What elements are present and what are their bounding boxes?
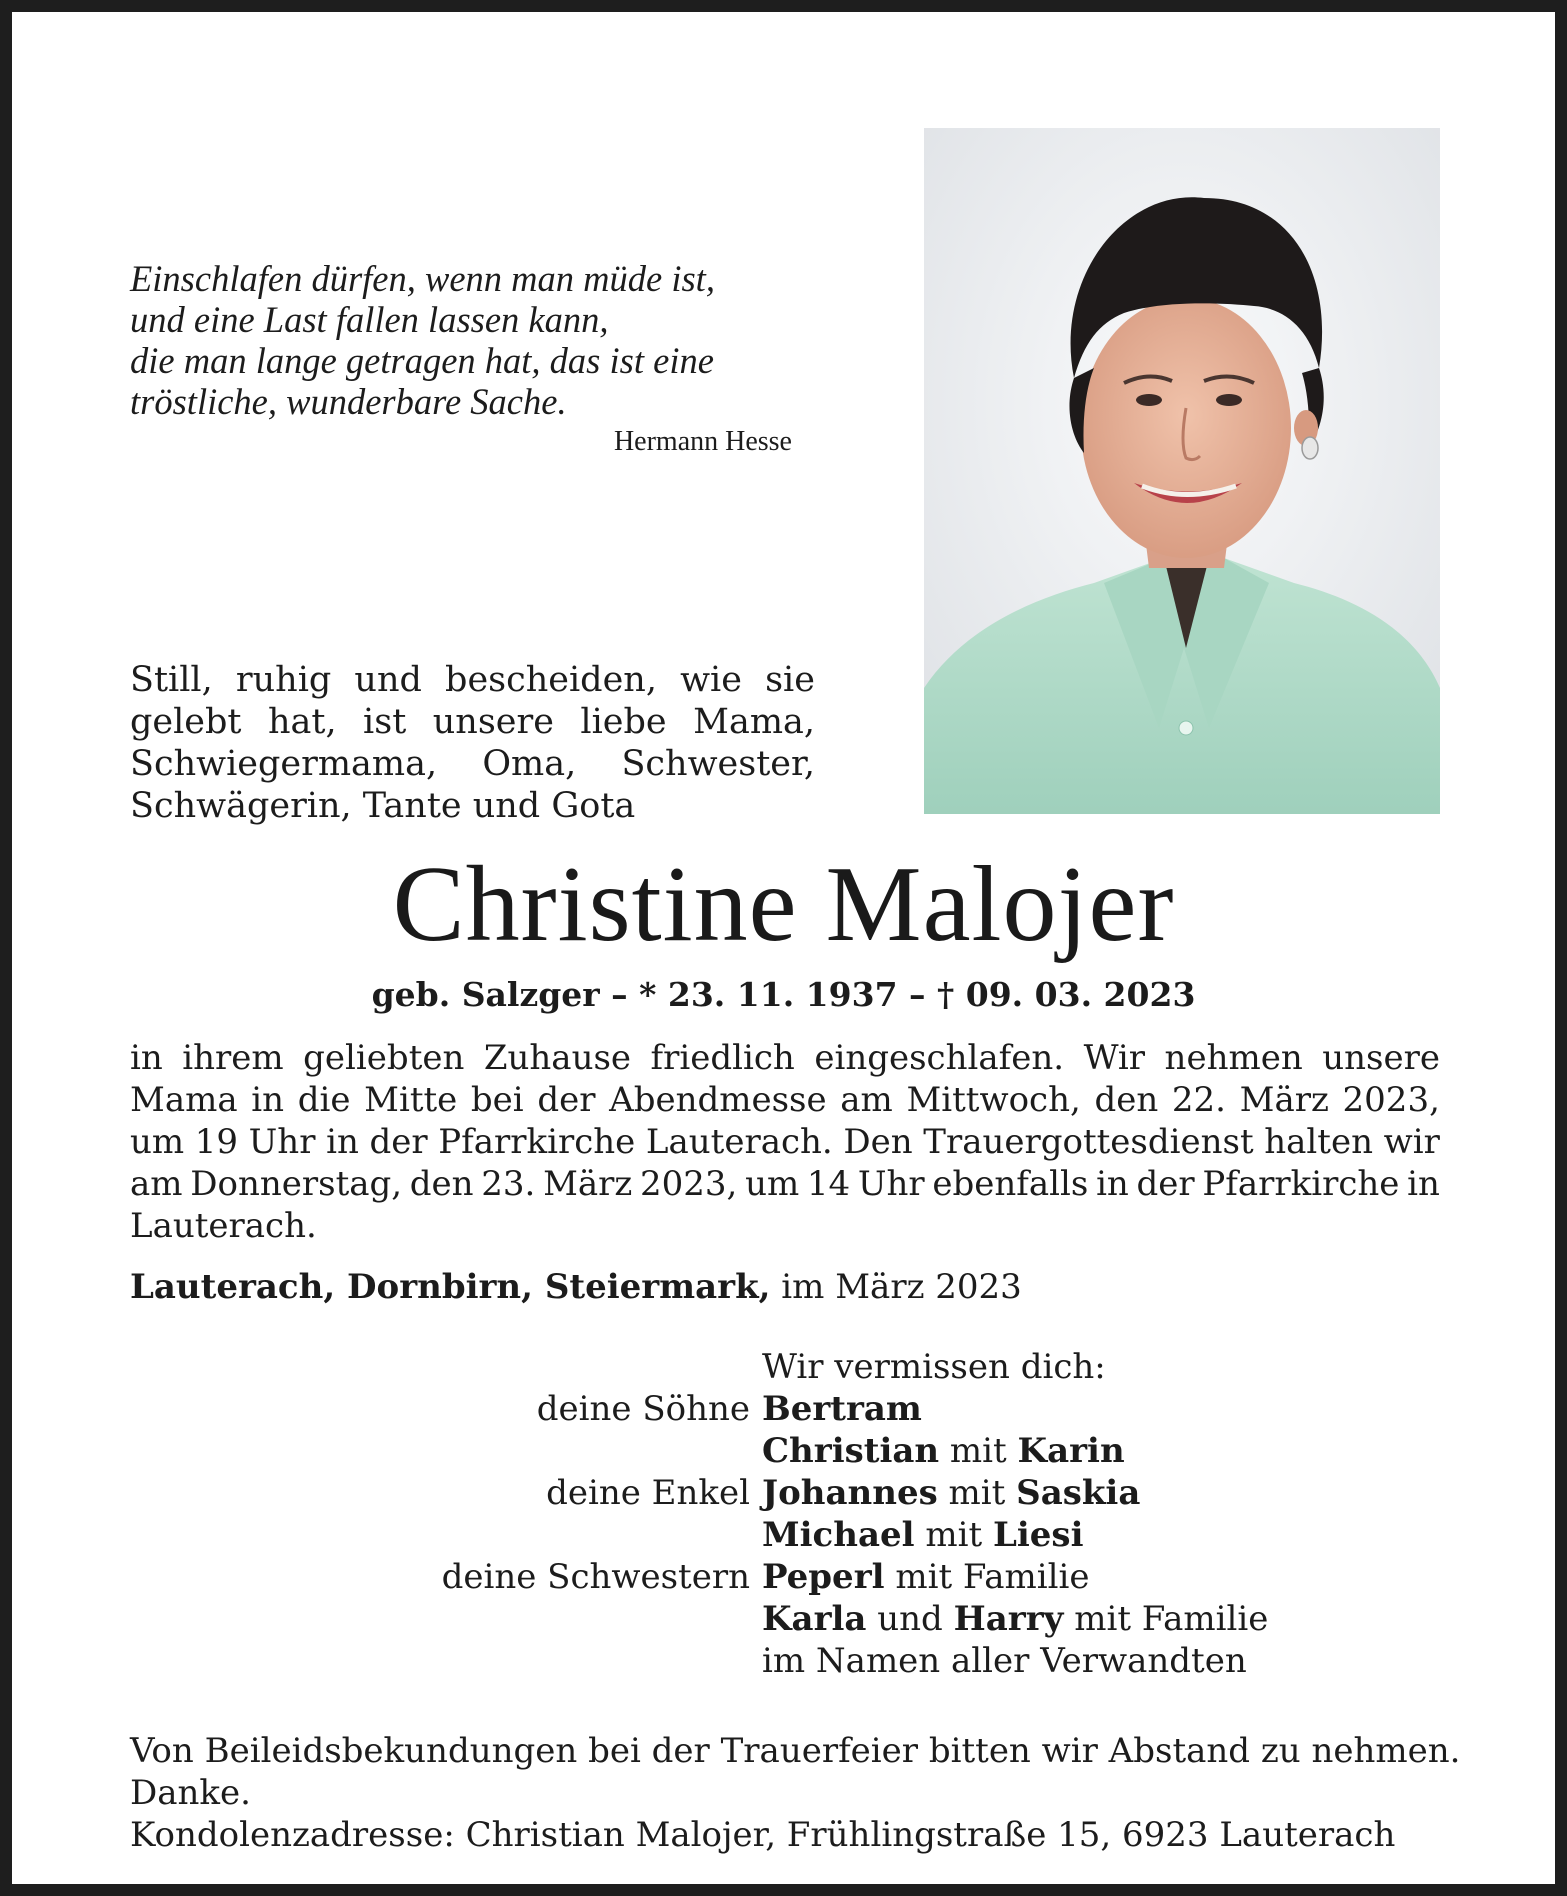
family-member [762, 1430, 1125, 1472]
quote-line: und eine Last fallen lassen kann, [130, 299, 609, 340]
word: und [354, 660, 422, 700]
family-row [130, 1556, 1440, 1598]
locations: Lauterach, Dornbirn, Steiermark, [130, 1267, 771, 1307]
word: 19 [194, 1122, 239, 1162]
word: Lauterach. [645, 1122, 833, 1162]
month-year: im März 2023 [770, 1267, 1022, 1307]
word: Pfarrkirche [438, 1122, 636, 1162]
word: ihrem [182, 1038, 284, 1078]
member-name: Michael [762, 1515, 915, 1555]
word: in [1407, 1164, 1440, 1204]
family-row [130, 1640, 1440, 1682]
quote-line: tröstliche, wunderbare Sache. [130, 381, 567, 422]
family-list [130, 1346, 1440, 1682]
portrait-photo [924, 128, 1440, 814]
word: der [1136, 1164, 1195, 1204]
word: 2023, [1342, 1080, 1440, 1120]
member-name: Karin [1017, 1431, 1125, 1471]
family-member [762, 1472, 1140, 1514]
word: März [543, 1164, 633, 1204]
word: die [297, 1080, 351, 1120]
intro-text [130, 659, 815, 827]
word: ruhig [235, 660, 332, 700]
word: nehmen [1164, 1038, 1303, 1078]
word: Uhr [248, 1122, 316, 1162]
word: in [130, 1038, 163, 1078]
family-member [762, 1598, 1268, 1640]
obituary-page [12, 12, 1555, 1884]
member-name: Karla [762, 1599, 867, 1639]
word: Schwiegermama, [130, 744, 438, 784]
family-member [762, 1388, 922, 1430]
footer-line: Danke. [130, 1773, 251, 1813]
word: 22. [1171, 1080, 1226, 1120]
family-label [130, 1346, 762, 1388]
quote-block [130, 258, 800, 462]
family-label [130, 1598, 762, 1640]
word: Mama, [693, 702, 815, 742]
word: Abendmesse [609, 1080, 827, 1120]
word: um [130, 1122, 185, 1162]
word: 2023, [640, 1164, 738, 1204]
word: Wir [1083, 1038, 1146, 1078]
word: geliebten [303, 1038, 465, 1078]
word: März [1239, 1080, 1329, 1120]
condolence-address: Kondolenzadresse: Christian Malojer, Frühlingstraße 15, 6923 Lauterach [130, 1815, 1396, 1855]
member-name: Johannes [762, 1473, 938, 1513]
word: der [369, 1122, 428, 1162]
word: Den [843, 1122, 913, 1162]
word: den [409, 1164, 474, 1204]
word: bei [470, 1080, 524, 1120]
word: Oma, [482, 744, 577, 784]
intro-line [130, 785, 815, 827]
member-name: Harry [953, 1599, 1064, 1639]
family-member [762, 1514, 1083, 1556]
life-dates: geb. Salzger – * 23. 11. 1937 – † 09. 03. 2023 [371, 975, 1196, 1014]
family-label: deine Enkel [546, 1473, 750, 1513]
announcement-text [130, 1037, 1440, 1247]
word: eingeschlafen. [814, 1038, 1065, 1078]
word: wie [680, 660, 742, 700]
word: friedlich [650, 1038, 795, 1078]
word: der [537, 1080, 596, 1120]
word: wir [1383, 1122, 1440, 1162]
word: ebenfalls [932, 1164, 1089, 1204]
family-label: deine Söhne [536, 1389, 750, 1429]
word: unsere [1322, 1038, 1440, 1078]
word: Uhr [857, 1164, 925, 1204]
member-name: Peperl [762, 1557, 885, 1597]
word: Still, [130, 660, 213, 700]
announcement-line [130, 1163, 1440, 1205]
word: in [326, 1122, 359, 1162]
word: ist [363, 702, 407, 742]
word: liebe [580, 702, 667, 742]
family-row [130, 1430, 1440, 1472]
member-connector: mit [937, 1473, 1017, 1513]
word: Lauterach. [130, 1206, 317, 1246]
member-connector: mit Familie [884, 1557, 1090, 1597]
place-date-line [130, 1265, 1022, 1309]
word: Trauergottesdienst [923, 1122, 1254, 1162]
word: Mitte [364, 1080, 458, 1120]
intro-line [130, 701, 815, 743]
word: Schwägerin, Tante und Gota [130, 786, 636, 826]
member-connector: mit [939, 1431, 1018, 1471]
word: Mama [130, 1080, 238, 1120]
announcement-line [130, 1205, 1440, 1247]
member-name: Christian [762, 1431, 940, 1471]
word: hat, [267, 702, 337, 742]
footer-line: Von Beileidsbekundungen bei der Trauerfeier bitten wir Abstand zu nehmen. [130, 1731, 1461, 1771]
word: um [745, 1164, 800, 1204]
family-label [130, 1430, 762, 1472]
intro-line [130, 659, 815, 701]
word: Donnerstag, [190, 1164, 403, 1204]
deceased-name: Christine Malojer [392, 845, 1175, 964]
intro-line [130, 743, 815, 785]
word: 23. [481, 1164, 536, 1204]
announcement-line [130, 1121, 1440, 1163]
member-name: Saskia [1016, 1473, 1141, 1513]
quote-line: Einschlafen dürfen, wenn man müde ist, [130, 258, 715, 299]
family-label [130, 1514, 762, 1556]
word: gelebt [130, 702, 242, 742]
word: 14 [806, 1164, 851, 1204]
word: Mittwoch, [906, 1080, 1081, 1120]
member-connector: mit Familie [1063, 1599, 1269, 1639]
family-row [130, 1472, 1440, 1514]
word: in [1096, 1164, 1129, 1204]
word: den [1094, 1080, 1159, 1120]
word: unsere [432, 702, 554, 742]
family-heading: Wir vermissen dich: [762, 1347, 1106, 1387]
word: halten [1264, 1122, 1373, 1162]
family-row [130, 1346, 1440, 1388]
word: in [251, 1080, 285, 1120]
quote-line: die man lange getragen hat, das ist eine [130, 340, 714, 381]
word: bescheiden, [445, 660, 657, 700]
announcement-line [130, 1037, 1440, 1079]
footer-notice [130, 1730, 1461, 1856]
family-row [130, 1388, 1440, 1430]
family-row [130, 1514, 1440, 1556]
word: Zuhause [483, 1038, 632, 1078]
word: am [840, 1080, 893, 1120]
member-connector: und [866, 1599, 954, 1639]
family-label: deine Schwestern [441, 1557, 750, 1597]
family-label [130, 1640, 762, 1682]
quote-author: Hermann Hesse [613, 426, 792, 457]
member-name: Liesi [992, 1515, 1084, 1555]
word: sie [765, 660, 815, 700]
announcement-line [130, 1079, 1440, 1121]
member-name: Bertram [762, 1389, 922, 1429]
family-relatives: im Namen aller Verwandten [762, 1641, 1247, 1681]
word: Schwester, [621, 744, 815, 784]
member-connector: mit [914, 1515, 993, 1555]
word: Pfarrkirche [1202, 1164, 1400, 1204]
portrait-illustration [924, 128, 1440, 814]
family-row [130, 1598, 1440, 1640]
family-member [762, 1556, 1089, 1598]
word: am [130, 1164, 183, 1204]
